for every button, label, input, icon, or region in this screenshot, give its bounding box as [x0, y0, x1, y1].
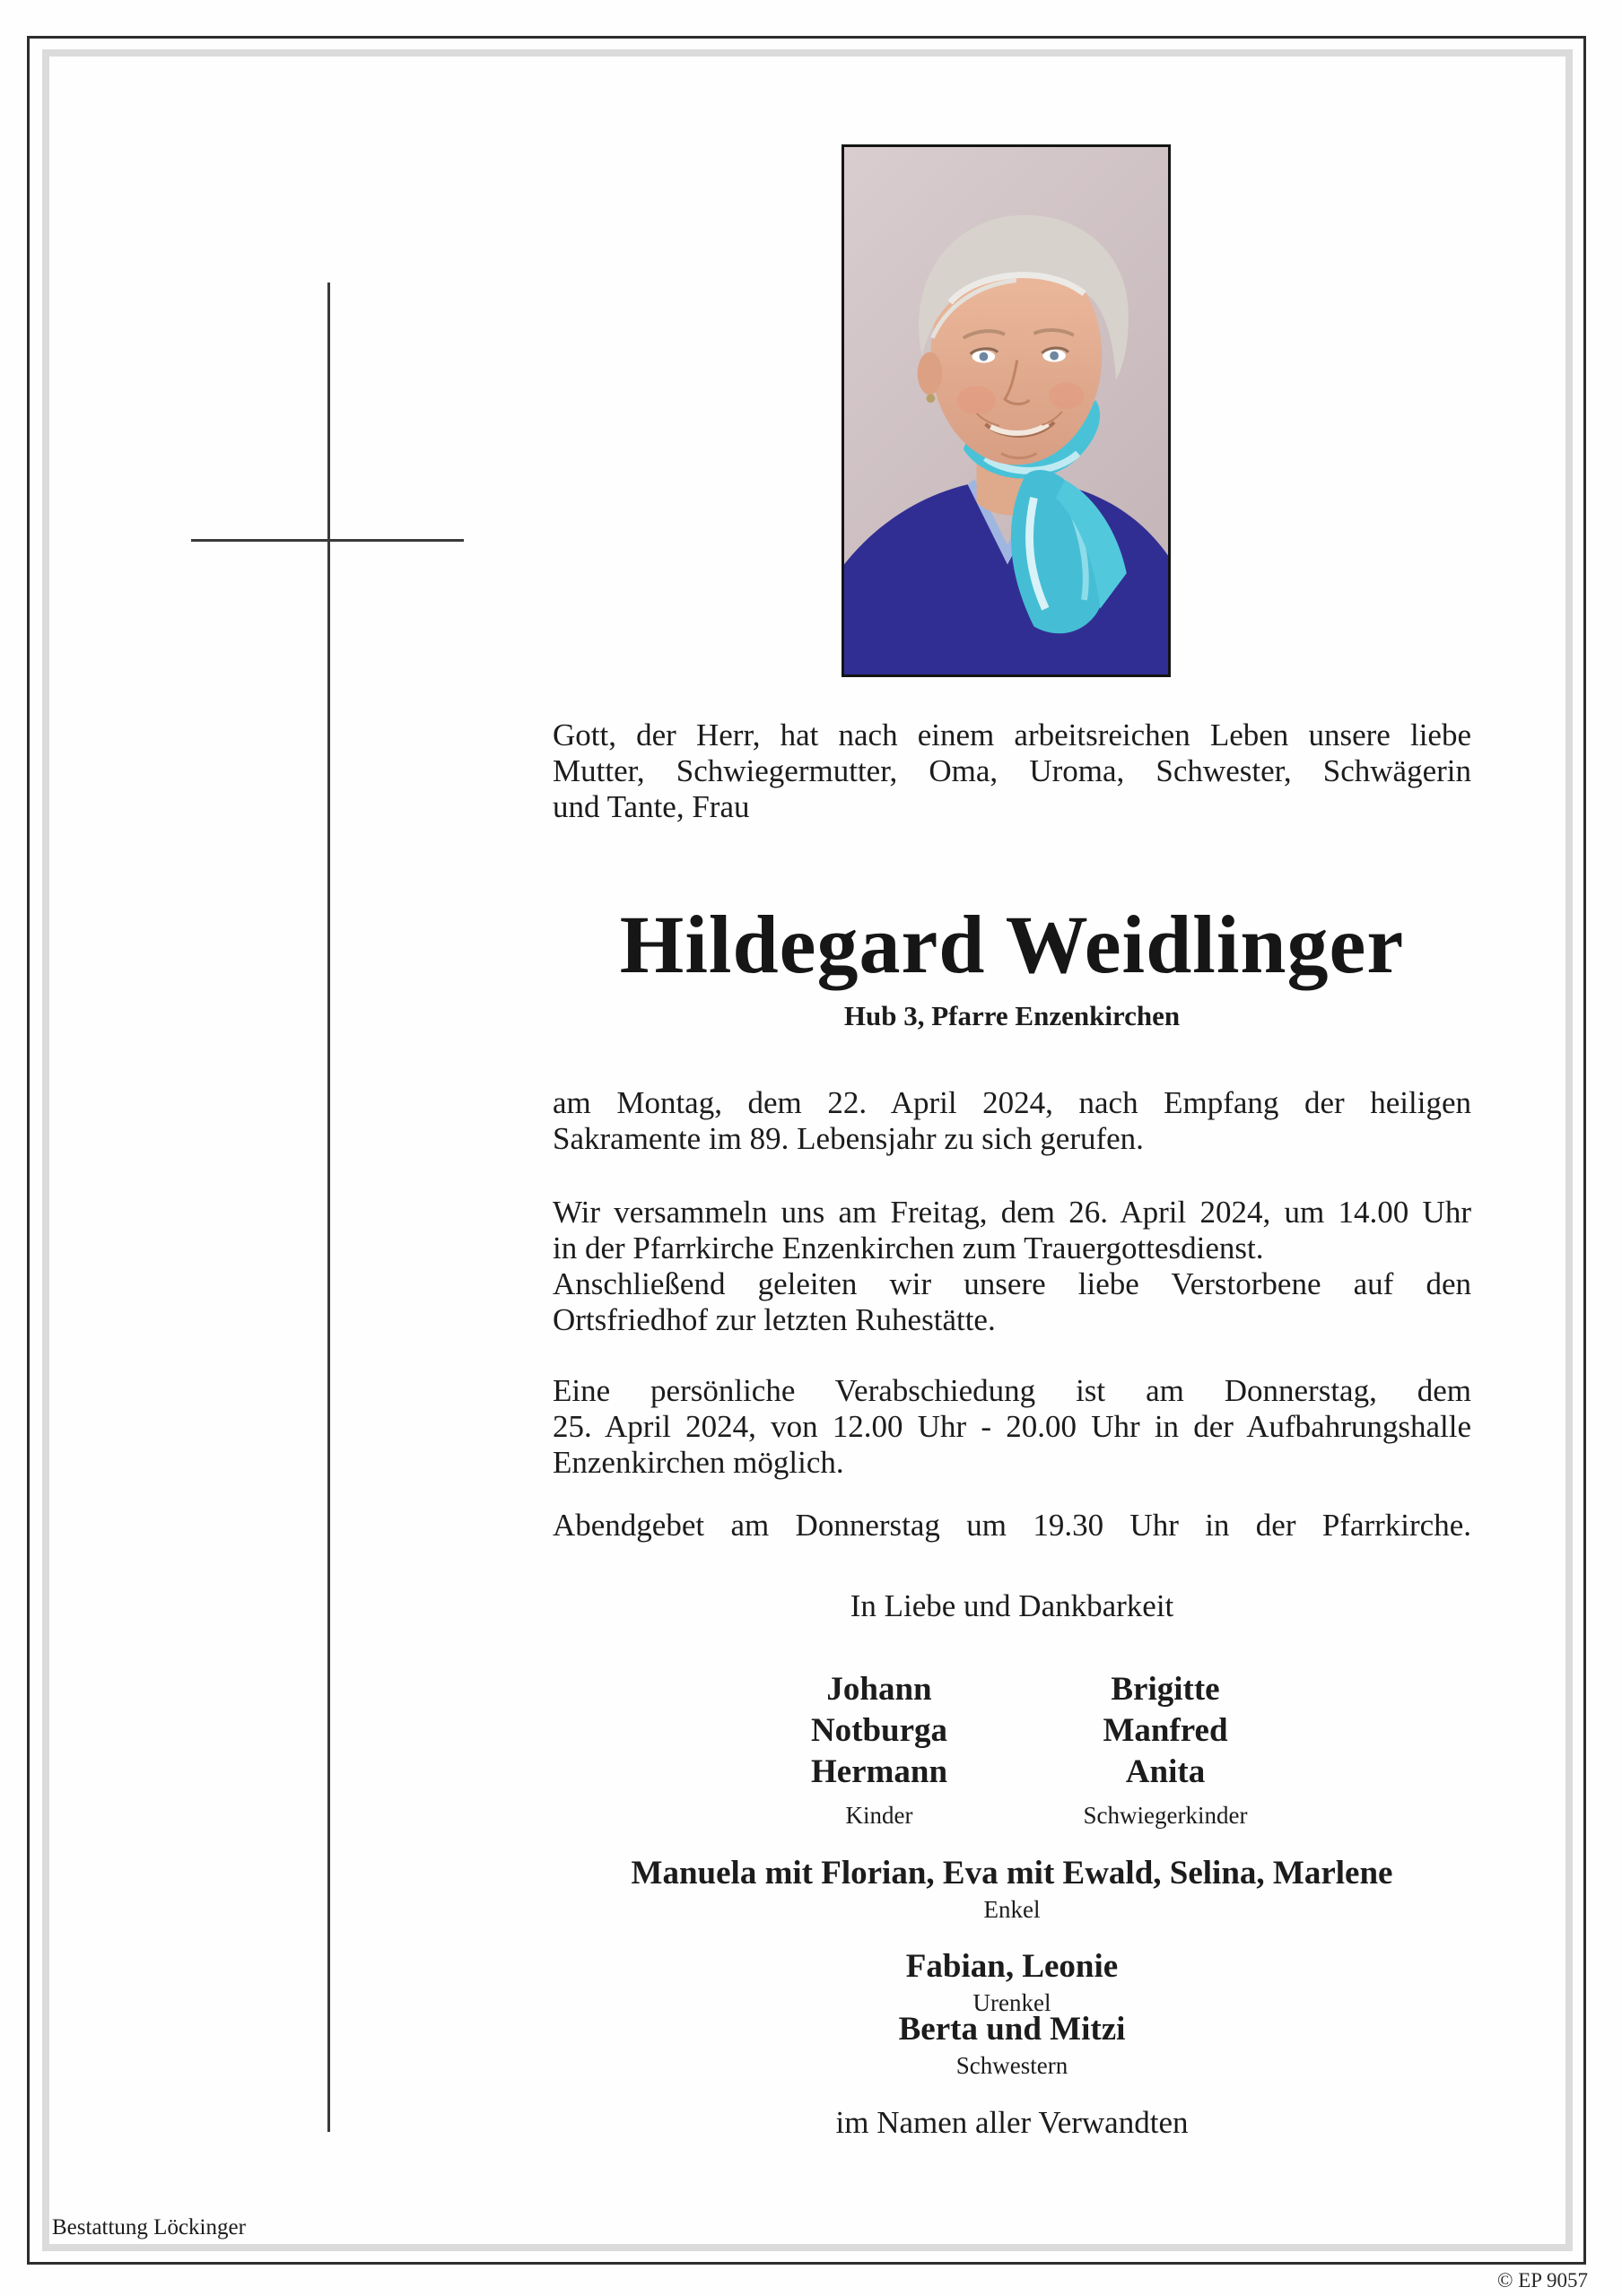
- mourner-name: Berta und Mitzi: [898, 2011, 1126, 2048]
- service-line: Wir versammeln uns am Freitag, dem 26. April 2024, um 14.00 Uhr: [553, 1195, 1471, 1230]
- intro-line: Mutter, Schwiegermutter, Oma, Uroma, Schwester, Schwägerin: [553, 753, 1471, 788]
- great-grandchildren-group: [553, 1949, 1471, 2016]
- intro-paragraph: [553, 718, 1471, 825]
- deceased-name: Hildegard Weidlinger: [619, 899, 1405, 990]
- publisher-code: © EP 9057: [1497, 2269, 1588, 2292]
- relation-label: Schwiegerkinder: [1083, 1802, 1248, 1829]
- relation-label: Enkel: [983, 1896, 1041, 1923]
- mourner-name: Notburga: [810, 1712, 948, 1749]
- children-in-law-column: [986, 1669, 1345, 1830]
- evening-prayer-text: Abendgebet am Donnerstag um 19.30 Uhr in der Pfarrkirche.: [553, 1508, 1471, 1543]
- portrait-photo-graphic: [844, 147, 1168, 674]
- memorial-cross-horizontal: [191, 539, 464, 542]
- intro-line: und Tante, Frau: [553, 789, 750, 824]
- mourner-name: Fabian, Leonie: [905, 1948, 1119, 1985]
- farewell-paragraph: [553, 1373, 1471, 1481]
- final-line: im Namen aller Verwandten: [835, 2105, 1189, 2140]
- service-line: in der Pfarrkirche Enzenkirchen zum Trauergottesdienst.: [553, 1231, 1264, 1265]
- closing-line: In Liebe und Dankbarkeit: [850, 1588, 1174, 1623]
- death-paragraph: [553, 1085, 1471, 1157]
- service-line: Ortsfriedhof zur letzten Ruhestätte.: [553, 1302, 996, 1337]
- farewell-line: Eine persönliche Verabschiedung ist am Donnerstag, dem: [553, 1373, 1471, 1408]
- farewell-line: 25. April 2024, von 12.00 Uhr - 20.00 Uhr in der Aufbahrungshalle: [553, 1409, 1471, 1444]
- service-line: Anschließend geleiten wir unsere liebe Verstorbene auf den: [553, 1266, 1471, 1301]
- grandchildren-group: [553, 1856, 1471, 1923]
- evening-prayer-line: [553, 1508, 1471, 1544]
- service-paragraph: [553, 1195, 1471, 1338]
- mourner-name: Johann: [826, 1671, 932, 1708]
- mourner-name: Manuela mit Florian, Eva mit Ewald, Selina, Marlene: [631, 1855, 1393, 1892]
- sisters-group: [553, 2012, 1471, 2079]
- relation-label: Schwestern: [955, 2052, 1068, 2079]
- deceased-address: Hub 3, Pfarre Enzenkirchen: [843, 1000, 1181, 1031]
- relation-label: Urenkel: [972, 1989, 1051, 2016]
- mourner-name: Anita: [1125, 1753, 1206, 1790]
- mourner-name: Hermann: [810, 1753, 948, 1790]
- relation-label: Kinder: [845, 1802, 913, 1829]
- death-line: am Montag, dem 22. April 2024, nach Empfang der heiligen: [553, 1085, 1471, 1120]
- farewell-line: Enzenkirchen möglich.: [553, 1445, 844, 1480]
- death-line: Sakramente im 89. Lebensjahr zu sich gerufen.: [553, 1121, 1144, 1156]
- mourner-name: Manfred: [1103, 1712, 1228, 1749]
- mourner-name: Brigitte: [1111, 1671, 1220, 1708]
- intro-line: Gott, der Herr, hat nach einem arbeitsreichen Leben unsere liebe: [553, 718, 1471, 752]
- funeral-home-name: Bestattung Löckinger: [52, 2215, 246, 2239]
- portrait-photo: [842, 144, 1171, 677]
- memorial-cross-vertical: [327, 283, 330, 2132]
